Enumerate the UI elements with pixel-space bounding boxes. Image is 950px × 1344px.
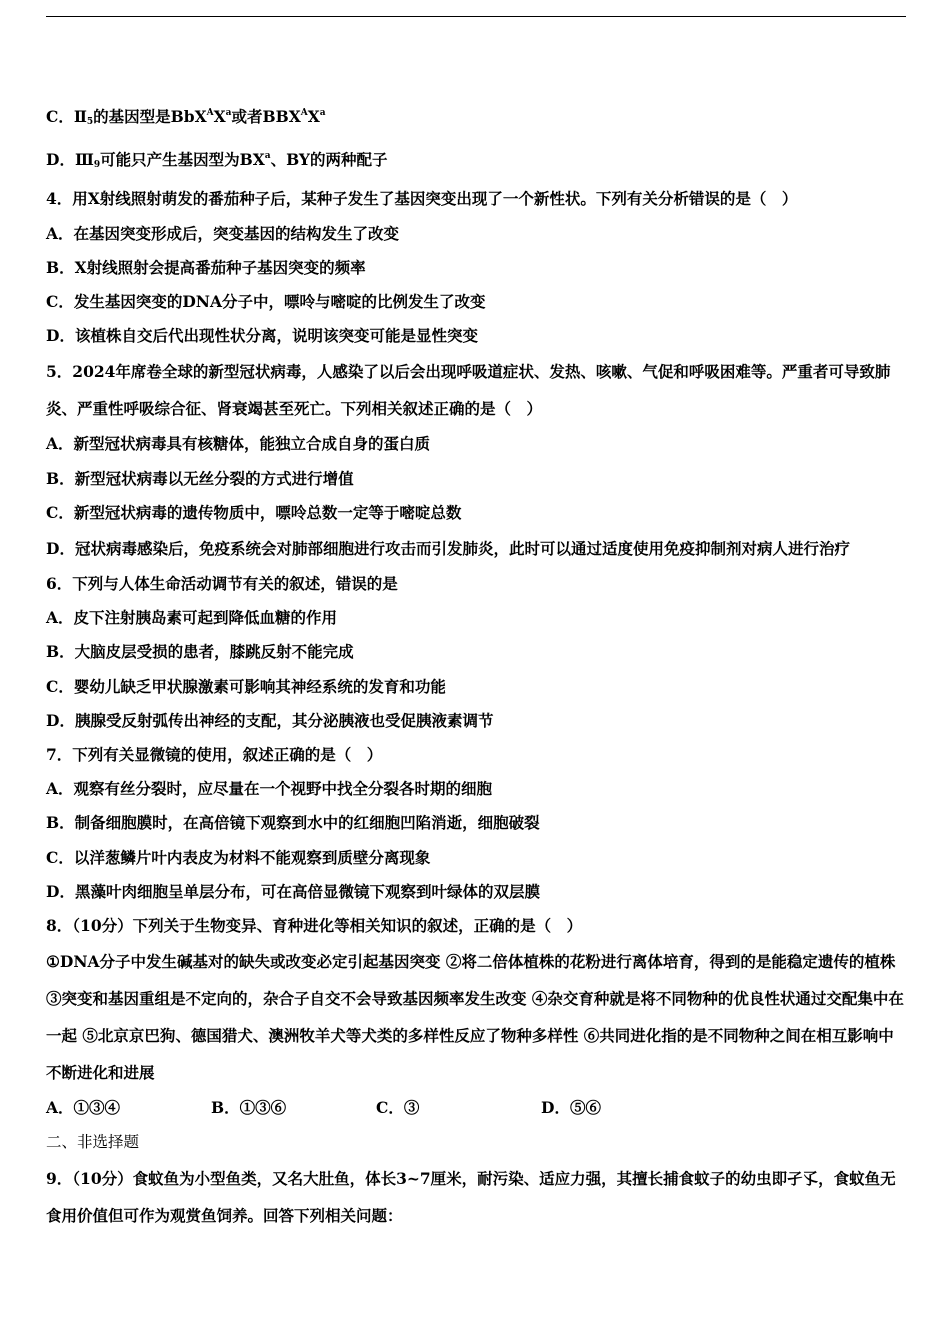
q7-stem: 7．下列有关显微镜的使用，叙述正确的是（ ） <box>46 745 383 765</box>
q4-option-b: B．X射线照射会提高番茄种子基因突变的频率 <box>46 257 366 277</box>
q8-option-b: B．①③⑥ <box>211 1098 287 1118</box>
q7-option-b: B．制备细胞膜时，在高倍镜下观察到水中的红细胞凹陷消逝，细胞破裂 <box>46 813 540 833</box>
q8-option-a: A．①③④ <box>46 1098 121 1118</box>
q7-option-d: D．黑藻叶肉细胞呈单层分布，可在高倍显微镜下观察到叶绿体的双层膜 <box>46 881 540 901</box>
q8-option-d: D．⑤⑥ <box>541 1098 601 1118</box>
q8-option-c: C．③ <box>376 1098 420 1118</box>
section-heading: 二、非选择题 <box>46 1133 140 1152</box>
q5-option-d: D．冠状病毒感染后，免疫系统会对肺部细胞进行攻击而引发肺炎，此时可以通过适度使用免疫抑制剂对病人进行治疗 <box>46 539 850 559</box>
header-rule <box>46 16 906 17</box>
q4-option-d: D．该植株自交后代出现性状分离，说明该突变可能是显性突变 <box>46 326 478 346</box>
q5-stem: 5．2024年席卷全球的新型冠状病毒，人感染了以后会出现呼吸道症状、发热、咳嗽、气促和呼吸困难等。严重者可导致肺炎、严重性呼吸综合征、肾衰竭甚至死亡。下列相关叙述正确的是（ ） <box>46 362 891 419</box>
q5-option-c: C．新型冠状病毒的遗传物质中，嘌呤总数一定等于嘧啶总数 <box>46 502 462 522</box>
q6-stem: 6．下列与人体生命活动调节有关的叙述，错误的是 <box>46 574 398 594</box>
q6-option-a: A．皮下注射胰岛素可起到降低血糖的作用 <box>46 608 338 628</box>
q3-option-c: C．$Ⅱ_5$的基因型是$BbX^AX^a$或者$BBX^AX^a$ <box>46 107 326 127</box>
q7-option-a: A．观察有丝分裂时，应尽量在一个视野中找全分裂各时期的细胞 <box>46 779 493 799</box>
q4-stem: 4．用X射线照射萌发的番茄种子后，某种子发生了基因突变出现了一个新性状。下列有关分析错误的是（ ） <box>46 189 798 209</box>
q4-option-c: C．发生基因突变的DNA分子中，嘌呤与嘧啶的比例发生了改变 <box>46 292 486 312</box>
q3-option-d: D．$Ⅲ_9$可能只产生基因型为$BX^a$、BY的两种配子 <box>46 150 388 171</box>
q9-stem: 9．（10分）食蚊鱼为小型鱼类，又名大肚鱼，体长3~7厘米，耐污染、适应力强，其擅长捕食蚊子的幼虫即孑孓，食蚊鱼无食用价值但可作为观赏鱼饲养。回答下列相关问题： <box>46 1168 896 1225</box>
q5-option-b: B．新型冠状病毒以无丝分裂的方式进行增值 <box>46 468 354 488</box>
q6-option-b: B．大脑皮层受损的患者，膝跳反射不能完成 <box>46 642 354 662</box>
q8-options <box>46 1091 906 1125</box>
q7-option-c: C．以洋葱鳞片叶内表皮为材料不能观察到质壁分离现象 <box>46 847 431 867</box>
q5-option-a: A．新型冠状病毒具有核糖体，能独立合成自身的蛋白质 <box>46 434 431 454</box>
q6-option-d: D．胰腺受反射弧传出神经的支配，其分泌胰液也受促胰液素调节 <box>46 710 494 730</box>
document-body <box>46 96 906 1234</box>
q4-option-a: A．在基因突变形成后，突变基因的结构发生了改变 <box>46 223 400 243</box>
q8-stem: 8．（10分）下列关于生物变异、育种进化等相关知识的叙述，正确的是（ ） <box>46 916 583 936</box>
q8-statements: ①DNA分子中发生碱基对的缺失或改变必定引起基因突变 ②将二倍体植株的花粉进行离体培育，得到的是能稳定遗传的植株 ③突变和基因重组是不定向的，杂合子自交不会导致基因频率发生改变 ④杂交育种就是将不同物种的优良性状通过交配集中在一起 ⑤北京京巴狗、德国猎犬、澳洲牧羊犬等犬类的多样性反应了物种多样性 ⑥共同进化指的是不同物种之间在相互影响中不断进化和进展 <box>46 952 904 1083</box>
q6-option-c: C．婴幼儿缺乏甲状腺激素可影响其神经系统的发育和功能 <box>46 676 446 696</box>
